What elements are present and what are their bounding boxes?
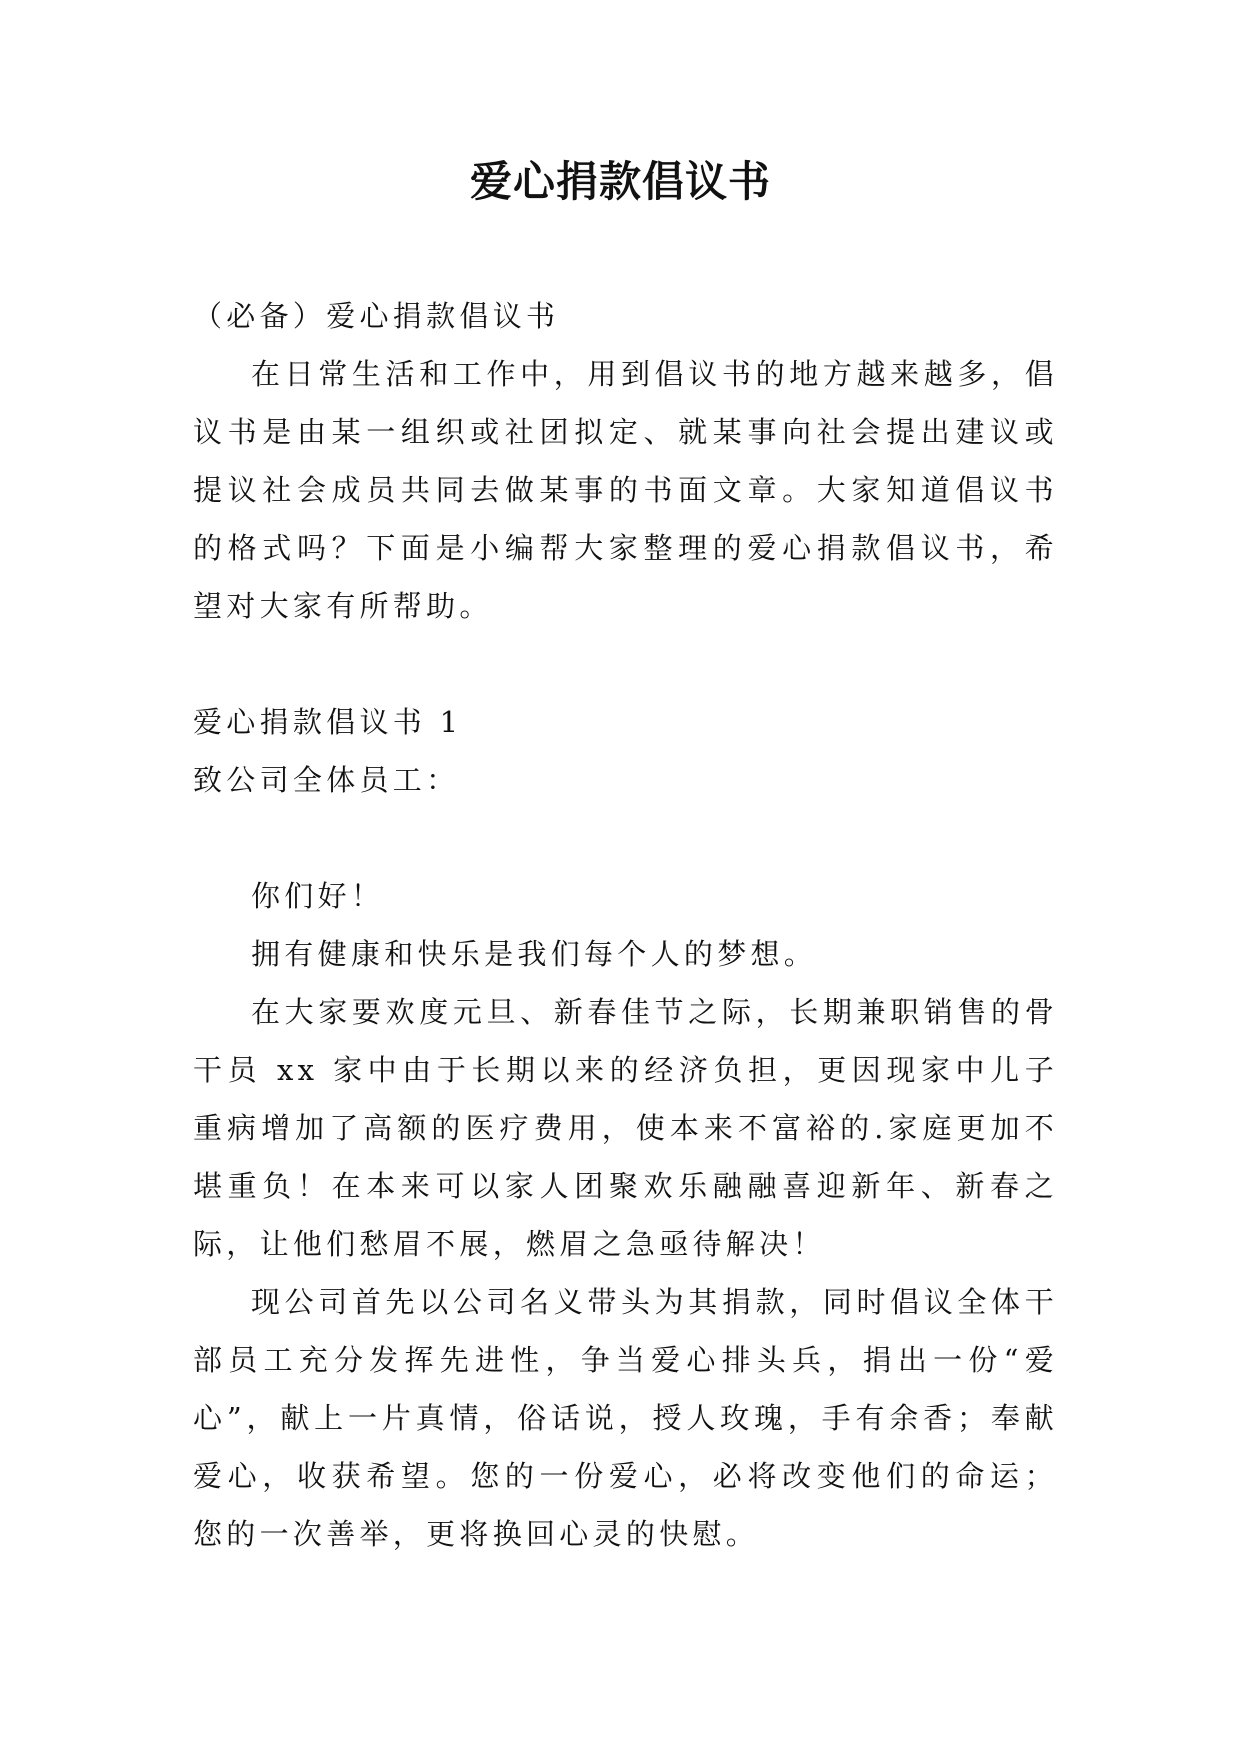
document-subtitle: （必备）爱心捐款倡议书 <box>193 299 560 333</box>
intro-paragraph: 在日常生活和工作中，用到倡议书的地方越来越多，倡议书是由某一组织或社团拟定、就某事向社会提出建议或提议社会成员共同去做某事的书面文章。大家知道倡议书的格式吗？下面是小编帮大家整理的爱心捐款倡议书，希望对大家有所帮助。 <box>193 357 1058 623</box>
greeting: 你们好！ <box>251 879 385 913</box>
section-heading: 爱心捐款倡议书 1 <box>193 705 463 739</box>
body-paragraph: 现公司首先以公司名义带头为其捐款，同时倡议全体干部员工充分发挥先进性，争当爱心排头兵，捐出一份“爱心”，献上一片真情，俗话说，授人玫瑰，手有余香；奉献爱心，收获希望。您的一份爱心，必将改变他们的命运；您的一次善举，更将换回心灵的快慰。 <box>193 1285 1058 1551</box>
salutation: 致公司全体员工： <box>193 763 460 797</box>
body-paragraph: 拥有健康和快乐是我们每个人的梦想。 <box>251 937 818 971</box>
body-paragraph: 在大家要欢度元旦、新春佳节之际，长期兼职销售的骨干员 xx 家中由于长期以来的经济负担，更因现家中儿子重病增加了高额的医疗费用，使本来不富裕的.家庭更加不堪重负！在本来可以家人团聚欢乐融融喜迎新年、新春之际，让他们愁眉不展，燃眉之急亟待解决！ <box>193 995 1058 1261</box>
document-title: 爱心捐款倡议书 <box>469 157 771 206</box>
document-body <box>193 287 1058 1563</box>
paragraph-gap <box>193 809 1058 867</box>
paragraph-gap <box>193 635 1058 693</box>
